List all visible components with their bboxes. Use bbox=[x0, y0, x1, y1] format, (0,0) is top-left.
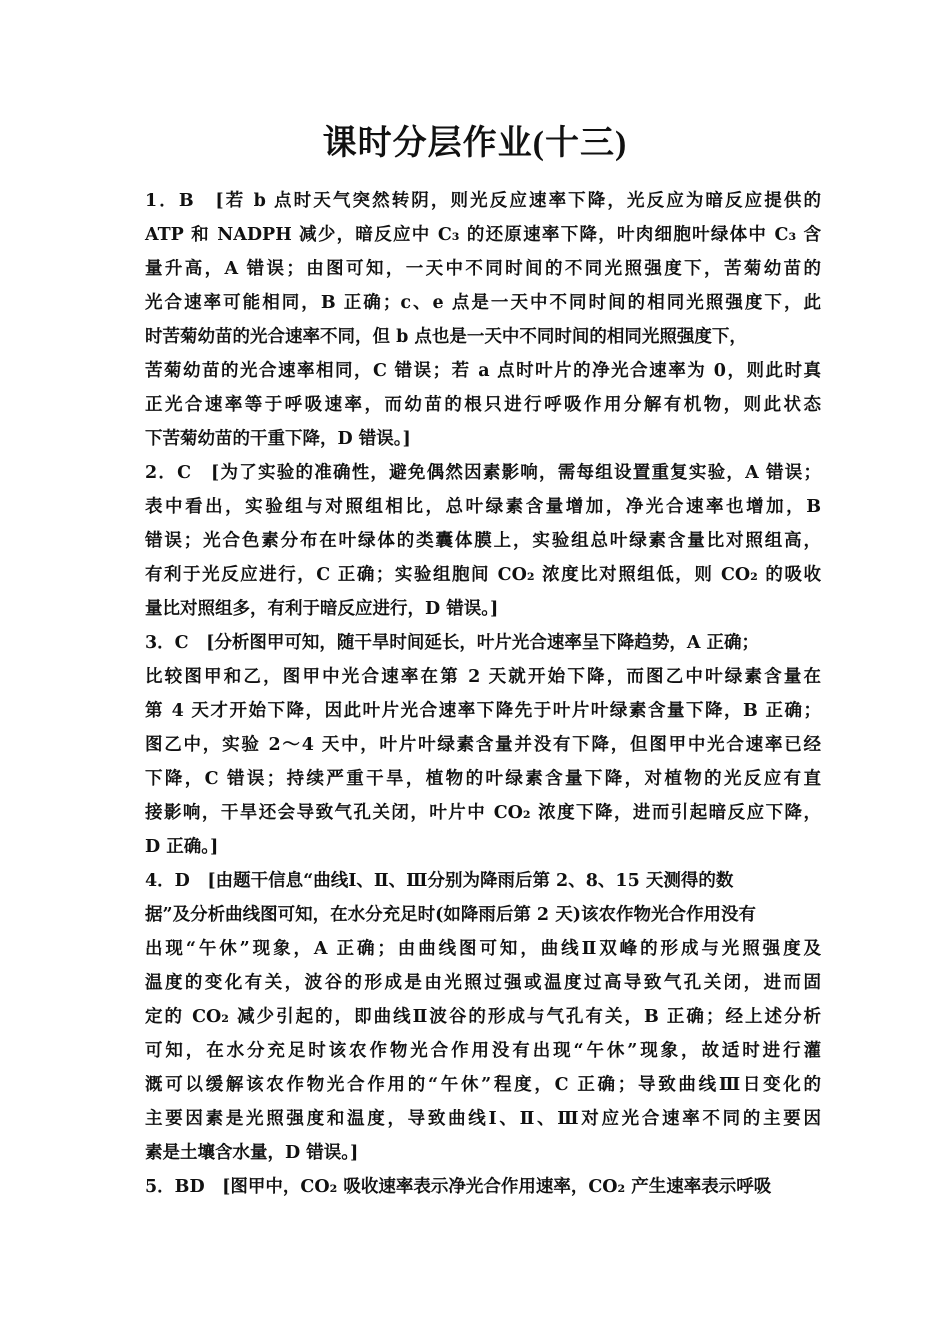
answer-2-line-1: 2．C [为了实验的准确性，避免偶然因素影响，需每组设置重复实验，A 错误； bbox=[145, 463, 821, 483]
answer-3-line-4: 图乙中，实验 2～4 天中，叶片叶绿素含量并没有下降，但图甲中光合速率已经 bbox=[145, 735, 821, 755]
answer-3-line-5: 下降，C 错误；持续严重干旱，植物的叶绿素含量下降，对植物的光反应有直 bbox=[145, 769, 821, 789]
answer-1-line-1: 1．B [若 b 点时天气突然转阴，则光反应速率下降，光反应为暗反应提供的 bbox=[145, 191, 821, 211]
answer-4-line-2: 据”及分析曲线图可知，在水分充足时(如降雨后第 2 天)该农作物光合作用没有 bbox=[145, 905, 756, 925]
answer-body bbox=[145, 184, 821, 1204]
answer-4-line-1: 4．D [由题干信息“曲线Ⅰ、Ⅱ、Ⅲ分别为降雨后第 2、8、15 天测得的数 bbox=[145, 871, 734, 891]
answer-3-line-3: 第 4 天才开始下降，因此叶片光合速率下降先于叶片叶绿素含量下降，B 正确； bbox=[145, 701, 821, 721]
answer-2-line-4: 有利于光反应进行，C 正确；实验组胞间 CO₂ 浓度比对照组低，则 CO₂ 的吸收 bbox=[145, 565, 821, 585]
page-title: 课时分层作业(十三) bbox=[322, 125, 628, 162]
answer-3-line-6: 接影响，干旱还会导致气孔关闭，叶片中 CO₂ 浓度下降，进而引起暗反应下降， bbox=[145, 803, 821, 823]
answer-4-line-8: 主要因素是光照强度和温度，导致曲线Ⅰ、Ⅱ、Ⅲ对应光合速率不同的主要因 bbox=[145, 1109, 821, 1129]
answer-4-line-7: 溉可以缓解该农作物光合作用的“午休”程度，C 正确；导致曲线Ⅲ日变化的 bbox=[145, 1075, 821, 1095]
answer-5-line-1: 5．BD [图甲中，CO₂ 吸收速率表示净光合作用速率，CO₂ 产生速率表示呼吸 bbox=[145, 1177, 772, 1197]
answer-2-line-3: 错误；光合色素分布在叶绿体的类囊体膜上，实验组总叶绿素含量比对照组高， bbox=[145, 531, 821, 551]
answer-1-line-4: 光合速率可能相同，B 正确；c、e 点是一天中不同时间的相同光照强度下，此 bbox=[145, 293, 821, 313]
answer-1-line-7: 正光合速率等于呼吸速率，而幼苗的根只进行呼吸作用分解有机物，则此状态 bbox=[145, 395, 821, 415]
answer-2-line-2: 表中看出，实验组与对照组相比，总叶绿素含量增加，净光合速率也增加，B bbox=[145, 497, 821, 517]
answer-3-line-1: 3．C [分析图甲可知，随干旱时间延长，叶片光合速率呈下降趋势，A 正确； bbox=[145, 633, 760, 653]
answer-4-line-6: 可知，在水分充足时该农作物光合作用没有出现“午休”现象，故适时进行灌 bbox=[145, 1041, 821, 1061]
answer-1-line-6: 苦菊幼苗的光合速率相同，C 错误；若 a 点时叶片的净光合速率为 0，则此时真 bbox=[145, 361, 821, 381]
answer-1-line-8: 下苦菊幼苗的干重下降，D 错误。] bbox=[145, 429, 411, 449]
answer-4-line-4: 温度的变化有关，波谷的形成是由光照过强或温度过高导致气孔关闭，进而固 bbox=[145, 973, 821, 993]
answer-3-line-2: 比较图甲和乙，图甲中光合速率在第 2 天就开始下降，而图乙中叶绿素含量在 bbox=[145, 667, 821, 687]
answer-1-line-5: 时苦菊幼苗的光合速率不同，但 b 点也是一天中不同时间的相同光照强度下， bbox=[145, 327, 747, 347]
answer-4-line-5: 定的 CO₂ 减少引起的，即曲线Ⅱ波谷的形成与气孔有关，B 正确；经上述分析 bbox=[145, 1007, 821, 1027]
answer-4-line-3: 出现“午休”现象，A 正确；由曲线图可知，曲线Ⅱ双峰的形成与光照强度及 bbox=[145, 939, 821, 959]
answer-1-line-2: ATP 和 NADPH 减少，暗反应中 C₃ 的还原速率下降，叶肉细胞叶绿体中 C₃ 含 bbox=[145, 225, 821, 245]
answer-1-line-3: 量升高，A 错误；由图可知，一天中不同时间的不同光照强度下，苦菊幼苗的 bbox=[145, 259, 821, 279]
answer-2-line-5: 量比对照组多，有利于暗反应进行，D 错误。] bbox=[145, 599, 499, 619]
answer-4-line-9: 素是土壤含水量，D 错误。] bbox=[145, 1143, 359, 1163]
answer-3-line-7: D 正确。] bbox=[145, 837, 219, 857]
